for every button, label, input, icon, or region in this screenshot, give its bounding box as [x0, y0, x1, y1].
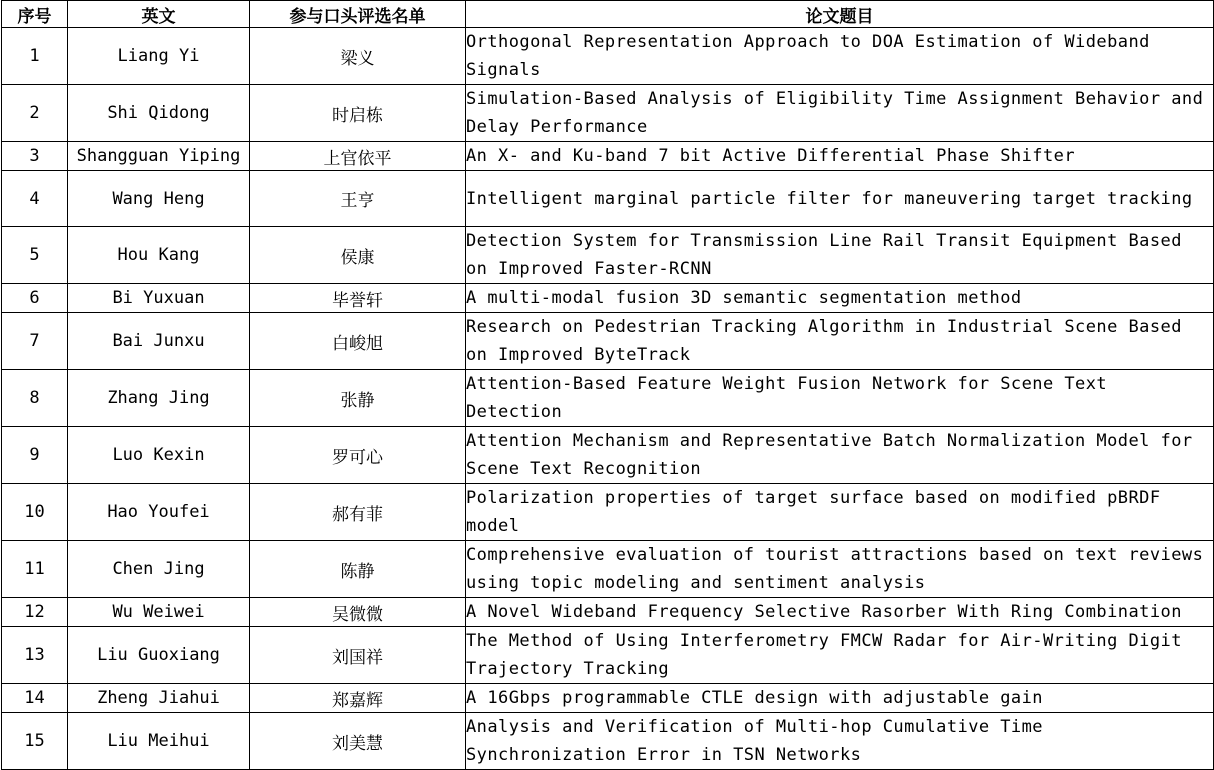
english-name: Zheng Jiahui — [68, 684, 250, 713]
english-name: Wang Heng — [68, 171, 250, 227]
paper-title: Analysis and Verification of Multi-hop Cumulative Time Synchronization Error in TSN Networks — [466, 713, 1214, 770]
row-number: 9 — [2, 427, 68, 484]
english-name: Chen Jing — [68, 541, 250, 598]
english-name: Wu Weiwei — [68, 598, 250, 627]
header-row — [2, 1, 1214, 28]
english-name: Liu Guoxiang — [68, 627, 250, 684]
english-name: Hou Kang — [68, 227, 250, 284]
table-row — [2, 28, 1214, 85]
header-english-name: 英文 — [68, 1, 250, 28]
paper-title: A Novel Wideband Frequency Selective Rasorber With Ring Combination — [466, 598, 1214, 627]
paper-title: Attention-Based Feature Weight Fusion Network for Scene Text Detection — [466, 370, 1214, 427]
table-row — [2, 284, 1214, 313]
english-name: Bi Yuxuan — [68, 284, 250, 313]
table-row — [2, 427, 1214, 484]
header-oral-selection-list: 参与口头评选名单 — [250, 1, 466, 28]
table-row — [2, 484, 1214, 541]
english-name: Liang Yi — [68, 28, 250, 85]
row-number: 8 — [2, 370, 68, 427]
chinese-name: 时启栋 — [250, 85, 466, 142]
row-number: 10 — [2, 484, 68, 541]
row-number: 5 — [2, 227, 68, 284]
row-number: 14 — [2, 684, 68, 713]
paper-title: Comprehensive evaluation of tourist attractions based on text reviews using topic modeling and sentiment analysis — [466, 541, 1214, 598]
header-paper-title: 论文题目 — [466, 1, 1214, 28]
paper-title: Attention Mechanism and Representative Batch Normalization Model for Scene Text Recognition — [466, 427, 1214, 484]
row-number: 1 — [2, 28, 68, 85]
chinese-name: 王亨 — [250, 171, 466, 227]
table-row — [2, 370, 1214, 427]
table-row — [2, 627, 1214, 684]
row-number: 11 — [2, 541, 68, 598]
english-name: Bai Junxu — [68, 313, 250, 370]
chinese-name: 郑嘉辉 — [250, 684, 466, 713]
chinese-name: 刘国祥 — [250, 627, 466, 684]
table-row — [2, 713, 1214, 770]
english-name: Shi Qidong — [68, 85, 250, 142]
header-number: 序号 — [2, 1, 68, 28]
paper-title: A 16Gbps programmable CTLE design with adjustable gain — [466, 684, 1214, 713]
english-name: Luo Kexin — [68, 427, 250, 484]
english-name: Liu Meihui — [68, 713, 250, 770]
presentation-roster-table — [1, 0, 1214, 770]
row-number: 13 — [2, 627, 68, 684]
english-name: Shangguan Yiping — [68, 142, 250, 171]
paper-title: Intelligent marginal particle filter for maneuvering target tracking — [466, 171, 1214, 227]
row-number: 4 — [2, 171, 68, 227]
paper-title: Simulation-Based Analysis of Eligibility Time Assignment Behavior and Delay Performance — [466, 85, 1214, 142]
row-number: 2 — [2, 85, 68, 142]
paper-title: Detection System for Transmission Line Rail Transit Equipment Based on Improved Faster-RCNN — [466, 227, 1214, 284]
table-body — [2, 28, 1214, 770]
paper-title: A multi-modal fusion 3D semantic segmentation method — [466, 284, 1214, 313]
chinese-name: 毕誉轩 — [250, 284, 466, 313]
paper-title: Orthogonal Representation Approach to DOA Estimation of Wideband Signals — [466, 28, 1214, 85]
paper-title: The Method of Using Interferometry FMCW Radar for Air-Writing Digit Trajectory Tracking — [466, 627, 1214, 684]
row-number: 15 — [2, 713, 68, 770]
table-row — [2, 684, 1214, 713]
paper-title: An X- and Ku-band 7 bit Active Differential Phase Shifter — [466, 142, 1214, 171]
chinese-name: 张静 — [250, 370, 466, 427]
table-row — [2, 227, 1214, 284]
row-number: 6 — [2, 284, 68, 313]
chinese-name: 刘美慧 — [250, 713, 466, 770]
paper-title: Research on Pedestrian Tracking Algorithm in Industrial Scene Based on Improved ByteTrack — [466, 313, 1214, 370]
table-row — [2, 598, 1214, 627]
row-number: 7 — [2, 313, 68, 370]
paper-title: Polarization properties of target surface based on modified pBRDF model — [466, 484, 1214, 541]
table-row — [2, 85, 1214, 142]
chinese-name: 郝有菲 — [250, 484, 466, 541]
english-name: Zhang Jing — [68, 370, 250, 427]
row-number: 12 — [2, 598, 68, 627]
chinese-name: 吴微微 — [250, 598, 466, 627]
chinese-name: 罗可心 — [250, 427, 466, 484]
table-header — [2, 1, 1214, 28]
row-number: 3 — [2, 142, 68, 171]
chinese-name: 白峻旭 — [250, 313, 466, 370]
chinese-name: 梁义 — [250, 28, 466, 85]
table-row — [2, 313, 1214, 370]
chinese-name: 侯康 — [250, 227, 466, 284]
table-row — [2, 541, 1214, 598]
table-row — [2, 171, 1214, 227]
chinese-name: 上官依平 — [250, 142, 466, 171]
english-name: Hao Youfei — [68, 484, 250, 541]
table-row — [2, 142, 1214, 171]
chinese-name: 陈静 — [250, 541, 466, 598]
